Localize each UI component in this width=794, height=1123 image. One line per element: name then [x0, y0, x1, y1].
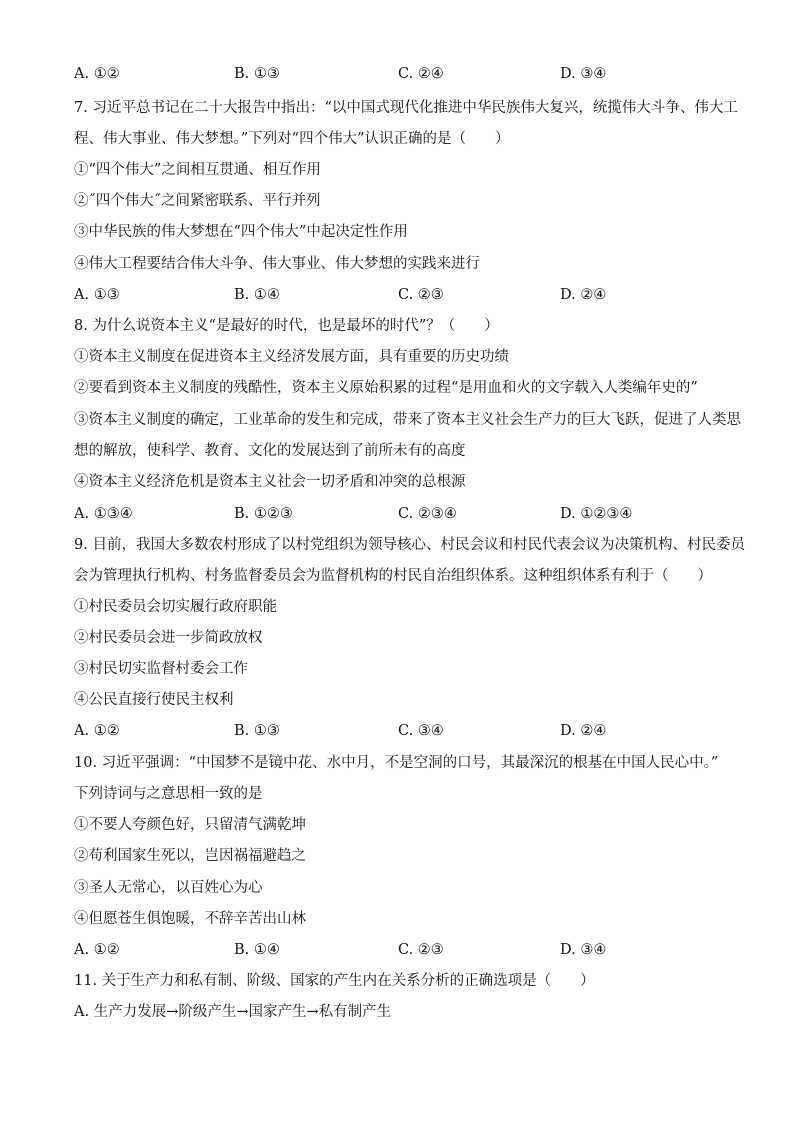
- q10-option-a[interactable]: A. ①②: [74, 942, 120, 958]
- q8-statement-2: ②要看到资本主义制度的残酷性，资本主义原始积累的过程“是用血和火的文字载入人类编年史的”: [74, 380, 698, 396]
- q6-option-a[interactable]: A. ①②: [74, 66, 120, 82]
- q6-options: [74, 64, 734, 84]
- q11-stem-line-1: 11. 关于生产力和私有制、阶级、国家的产生内在关系分析的正确选项是（ ）: [74, 973, 595, 989]
- q8-stem-line-1: 8. 为什么说资本主义“是最好的时代，也是最坏的时代”？（ ）: [74, 318, 499, 334]
- q10-statement-4: ④但愿苍生俱饱暖，不辞辛苦出山林: [74, 911, 306, 927]
- q6-option-d[interactable]: D. ③④: [560, 66, 607, 82]
- q6-option-c[interactable]: C. ②④: [398, 66, 444, 82]
- q10-option-c[interactable]: C. ②③: [398, 942, 444, 958]
- q10-statement-2: ②苟利国家生死以，岂因祸福避趋之: [74, 848, 306, 864]
- q8-option-b[interactable]: B. ①②③: [234, 506, 293, 522]
- q9-option-a[interactable]: A. ①②: [74, 723, 120, 739]
- q8-option-c[interactable]: C. ②③④: [398, 506, 457, 522]
- q7-statement-1: ①“四个伟大”之间相互贯通、相互作用: [74, 162, 321, 178]
- q9-statement-1: ①村民委员会切实履行政府职能: [74, 599, 277, 615]
- q7-option-c[interactable]: C. ②③: [398, 287, 444, 303]
- q10-stem-line-1: 10. 习近平强调：“中国梦不是镜中花、水中月，不是空洞的口号，其最深沉的根基在中国人民心中。”: [74, 755, 719, 771]
- q8-option-d[interactable]: D. ①②③④: [560, 506, 633, 522]
- q10-statement-1: ①不要人夸颜色好，只留清气满乾坤: [74, 817, 306, 833]
- q8-statement-1: ①资本主义制度在促进资本主义经济发展方面，具有重要的历史功绩: [74, 349, 509, 365]
- q7-stem-line-1: 7. 习近平总书记在二十大报告中指出：“以中国式现代化推进中华民族伟大复兴，统揽伟大斗争、伟大工: [74, 100, 738, 116]
- q9-option-b[interactable]: B. ①③: [234, 723, 280, 739]
- q8-options: [74, 504, 734, 524]
- q11-option-a[interactable]: A. 生产力发展→阶级产生→国家产生→私有制产生: [74, 1004, 392, 1020]
- q6-option-b[interactable]: B. ①③: [234, 66, 280, 82]
- q9-stem-line-1: 9. 目前，我国大多数农村形成了以村党组织为领导核心、村民会议和村民代表会议为决策机构、村民委员: [74, 537, 745, 553]
- q9-statement-2: ②村民委员会进一步简政放权: [74, 630, 263, 646]
- q8-statement-4: ④资本主义经济危机是资本主义社会一切矛盾和冲突的总根源: [74, 474, 466, 490]
- q7-options: [74, 285, 734, 305]
- q10-stem-line-2: 下列诗词与之意思相一致的是: [74, 786, 263, 802]
- q9-options: [74, 721, 734, 741]
- q7-option-b[interactable]: B. ①④: [234, 287, 280, 303]
- q8-statement-3-cont: 想的解放，使科学、教育、文化的发展达到了前所未有的高度: [74, 443, 466, 459]
- q8-option-a[interactable]: A. ①③④: [74, 506, 133, 522]
- q7-stem-line-2: 程、伟大事业、伟大梦想。”下列对“四个伟大”认识正确的是（ ）: [74, 131, 510, 147]
- q10-option-d[interactable]: D. ③④: [560, 942, 607, 958]
- q7-option-a[interactable]: A. ①③: [74, 287, 120, 303]
- q10-options: [74, 940, 734, 960]
- q9-stem-line-2: 会为管理执行机构、村务监督委员会为监督机构的村民自治组织体系。这种组织体系有利于（ ）: [74, 568, 712, 584]
- q7-statement-2: ②˝四个伟大˝之间紧密联系、平行并列: [74, 193, 321, 209]
- q9-option-c[interactable]: C. ③④: [398, 723, 444, 739]
- q7-statement-3: ③中华民族的伟大梦想在“四个伟大”中起决定性作用: [74, 224, 408, 240]
- q7-statement-4: ④伟大工程要结合伟大斗争、伟大事业、伟大梦想的实践来进行: [74, 256, 480, 272]
- q10-statement-3: ③圣人无常心，以百姓心为心: [74, 880, 263, 896]
- q7-option-d[interactable]: D. ②④: [560, 287, 607, 303]
- q9-statement-3: ③村民切实监督村委会工作: [74, 661, 248, 677]
- q8-statement-3: ③资本主义制度的确定，工业革命的发生和完成，带来了资本主义社会生产力的巨大飞跃，促进了人类思: [74, 412, 741, 428]
- q9-option-d[interactable]: D. ②④: [560, 723, 607, 739]
- q10-option-b[interactable]: B. ①④: [234, 942, 280, 958]
- q9-statement-4: ④公民直接行使民主权利: [74, 692, 234, 708]
